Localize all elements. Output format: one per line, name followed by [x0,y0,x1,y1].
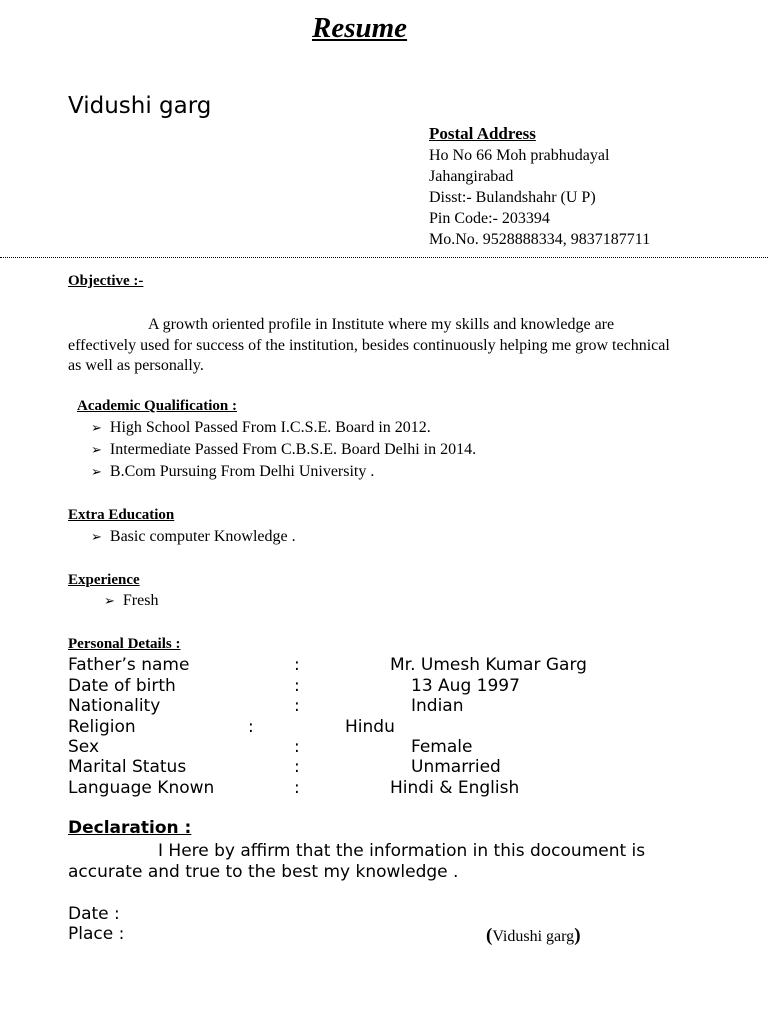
arrow-bullet-icon: ➢ [91,530,102,545]
header-divider [0,257,768,258]
father-name-value: Mr. Umesh Kumar Garg [390,655,587,675]
experience-heading: Experience [68,572,140,588]
academic-heading: Academic Qualification : [77,398,237,414]
marital-status-label: Marital Status [68,757,187,777]
arrow-bullet-icon: ➢ [91,465,102,480]
father-name-label: Father’s name [68,655,190,675]
academic-item: ➢ B.Com Pursuing From Delhi University . [91,463,375,480]
resume-title: Resume [312,12,408,44]
academic-item: ➢ Intermediate Passed From C.B.S.E. Board Delhi in 2014. [91,441,477,458]
address-line-town: Jahangirabad [429,168,514,185]
field-separator: : [248,717,254,737]
date-of-birth-value: 13 Aug 1997 [411,676,520,696]
objective-text: A growth oriented profile in Institute where my skills and knowledge are effectively used for success of the institution, besides continuously helping me grow technical as well as personally. [68,316,670,375]
applicant-name: Vidushi garg [68,93,212,119]
field-separator: : [294,757,300,777]
date-of-birth-label: Date of birth [68,676,176,696]
signature-name: (Vidushi garg) [486,925,581,946]
experience-item: ➢ Fresh [104,592,159,609]
language-known-value: Hindi & English [390,778,520,798]
language-known-label: Language Known [68,778,215,798]
sex-value: Female [411,737,473,757]
academic-item: ➢ High School Passed From I.C.S.E. Board in 2012. [91,419,431,436]
extra-education-item: ➢ Basic computer Knowledge . [91,528,296,545]
religion-label: Religion [68,717,136,737]
nationality-value: Indian [411,696,464,716]
arrow-bullet-icon: ➢ [104,594,115,609]
religion-value: Hindu [345,717,395,737]
objective-heading: Objective :- [68,273,144,289]
declaration-heading: Declaration : [68,818,192,838]
address-line-district: Disst:- Bulandshahr (U P) [429,189,596,206]
arrow-bullet-icon: ➢ [91,421,102,436]
field-separator: : [294,696,300,716]
marital-status-value: Unmarried [411,757,501,777]
address-line-pincode: Pin Code:- 203394 [429,210,550,227]
nationality-label: Nationality [68,696,161,716]
address-line-mobile: Mo.No. 9528888334, 9837187711 [429,231,651,248]
personal-details-heading: Personal Details : [68,636,181,652]
declaration-text: I Here by affirm that the information in this docoument is accurate and true to the best my knowledge . [68,841,646,882]
field-separator: : [294,655,300,675]
field-separator: : [294,676,300,696]
field-separator: : [294,737,300,757]
address-line-house: Ho No 66 Moh prabhudayal [429,147,610,164]
arrow-bullet-icon: ➢ [91,443,102,458]
postal-address-heading: Postal Address [429,124,536,143]
extra-education-heading: Extra Education [68,507,175,523]
place-label: Place : [68,924,125,944]
field-separator: : [294,778,300,798]
date-label: Date : [68,904,120,924]
sex-label: Sex [68,737,100,757]
